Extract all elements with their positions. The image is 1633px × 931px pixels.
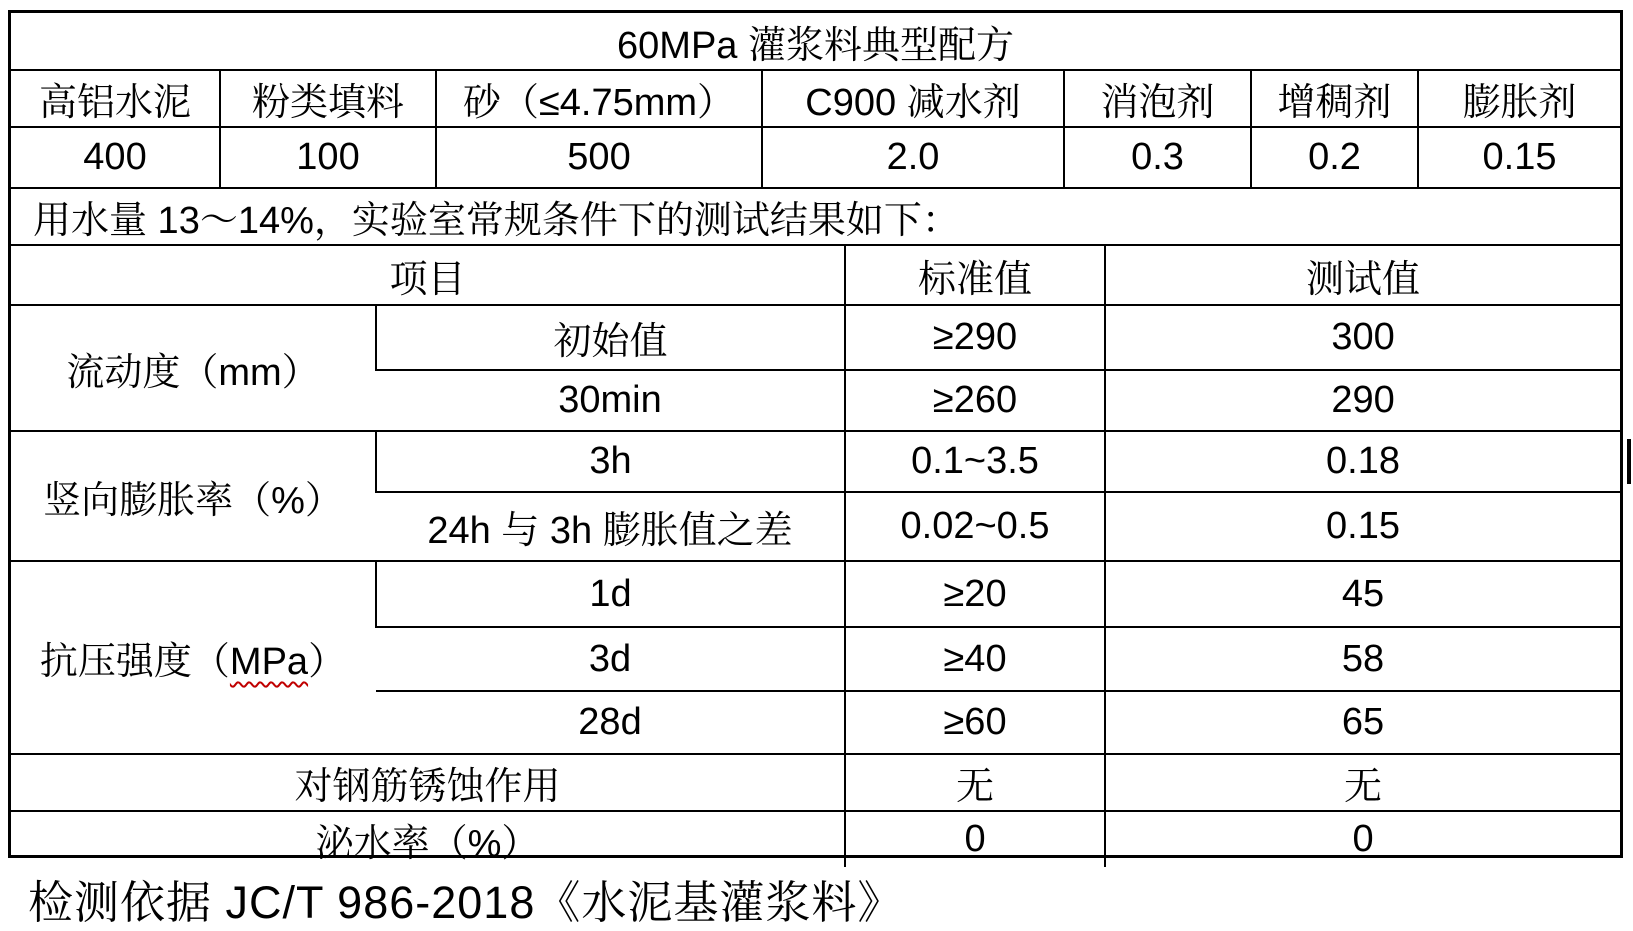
test-standard-cell: ≥60 — [845, 691, 1105, 754]
config-value-cell: 400 — [11, 127, 220, 187]
config-value-cell: 0.2 — [1251, 127, 1418, 187]
test-standard-cell: ≥40 — [845, 627, 1105, 691]
table-row — [11, 13, 1620, 70]
test-standard-cell: 无 — [845, 754, 1105, 811]
config-value-cell: 2.0 — [762, 127, 1064, 187]
config-value-cell: 0.3 — [1064, 127, 1251, 187]
test-item-cell: 30min — [376, 370, 845, 431]
config-value-cell: 100 — [220, 127, 436, 187]
table-row — [11, 305, 1620, 370]
test-results-table — [11, 244, 1620, 867]
config-header-cell: 膨胀剂 — [1418, 70, 1620, 127]
table-row — [11, 561, 1620, 627]
config-header-cell: 粉类填料 — [220, 70, 436, 127]
test-measured-cell: 0.15 — [1105, 492, 1620, 561]
test-basis-reference: 检测依据 JC/T 986-2018《水泥基灌浆料》 — [28, 877, 904, 928]
group-label-suffix: ） — [308, 641, 347, 683]
test-measured-cell: 0.18 — [1105, 431, 1620, 492]
table-title: 60MPa 灌浆料典型配方 — [617, 24, 1014, 67]
config-header-cell: 高铝水泥 — [11, 70, 220, 127]
text-cursor-artifact — [1627, 439, 1631, 484]
config-value-cell: 500 — [436, 127, 762, 187]
group-label-compressive-strength — [11, 561, 376, 754]
test-header-measured: 测试值 — [1105, 245, 1620, 305]
test-measured-cell: 58 — [1105, 627, 1620, 691]
test-standard-cell: ≥290 — [845, 305, 1105, 370]
config-value-cell: 0.15 — [1418, 127, 1620, 187]
test-standard-cell: 0.02~0.5 — [845, 492, 1105, 561]
config-table — [11, 13, 1620, 187]
test-measured-cell: 45 — [1105, 561, 1620, 627]
main-table — [8, 10, 1623, 865]
test-header-item: 项目 — [11, 245, 845, 305]
test-standard-cell: 0 — [845, 811, 1105, 867]
test-item-cell: 3d — [376, 627, 845, 691]
water-dosage-note: 用水量 13～14%，实验室常规条件下的测试结果如下： — [11, 187, 1620, 244]
test-measured-cell: 65 — [1105, 691, 1620, 754]
test-standard-cell: ≥260 — [845, 370, 1105, 431]
test-item-cell: 28d — [376, 691, 845, 754]
config-header-cell: C900 减水剂 — [762, 70, 1064, 127]
full-row-label: 对钢筋锈蚀作用 — [11, 754, 845, 811]
full-row-label: 泌水率（%） — [11, 811, 845, 867]
test-item-cell: 3h — [376, 431, 845, 492]
table-row — [11, 431, 1620, 492]
table-row — [11, 754, 1620, 811]
group-label-unit: MPa — [229, 641, 309, 683]
test-measured-cell: 290 — [1105, 370, 1620, 431]
test-measured-cell: 300 — [1105, 305, 1620, 370]
config-header-cell: 增稠剂 — [1251, 70, 1418, 127]
group-label-expansion: 竖向膨胀率（%） — [11, 431, 376, 561]
test-item-cell: 初始值 — [376, 305, 845, 370]
group-label-fluidity: 流动度（mm） — [11, 305, 376, 431]
config-header-cell: 砂（≤4.75mm） — [436, 70, 762, 127]
table-row — [11, 811, 1620, 867]
test-standard-cell: 0.1~3.5 — [845, 431, 1105, 492]
test-standard-cell: ≥20 — [845, 561, 1105, 627]
test-measured-cell: 无 — [1105, 754, 1620, 811]
test-header-standard: 标准值 — [845, 245, 1105, 305]
table-row — [11, 245, 1620, 305]
test-item-cell: 1d — [376, 561, 845, 627]
table-row — [11, 127, 1620, 187]
test-item-cell: 24h 与 3h 膨胀值之差 — [376, 492, 845, 561]
table-row — [11, 70, 1620, 127]
group-label-prefix: 抗压强度（ — [39, 641, 230, 683]
config-header-cell: 消泡剂 — [1064, 70, 1251, 127]
test-measured-cell: 0 — [1105, 811, 1620, 867]
